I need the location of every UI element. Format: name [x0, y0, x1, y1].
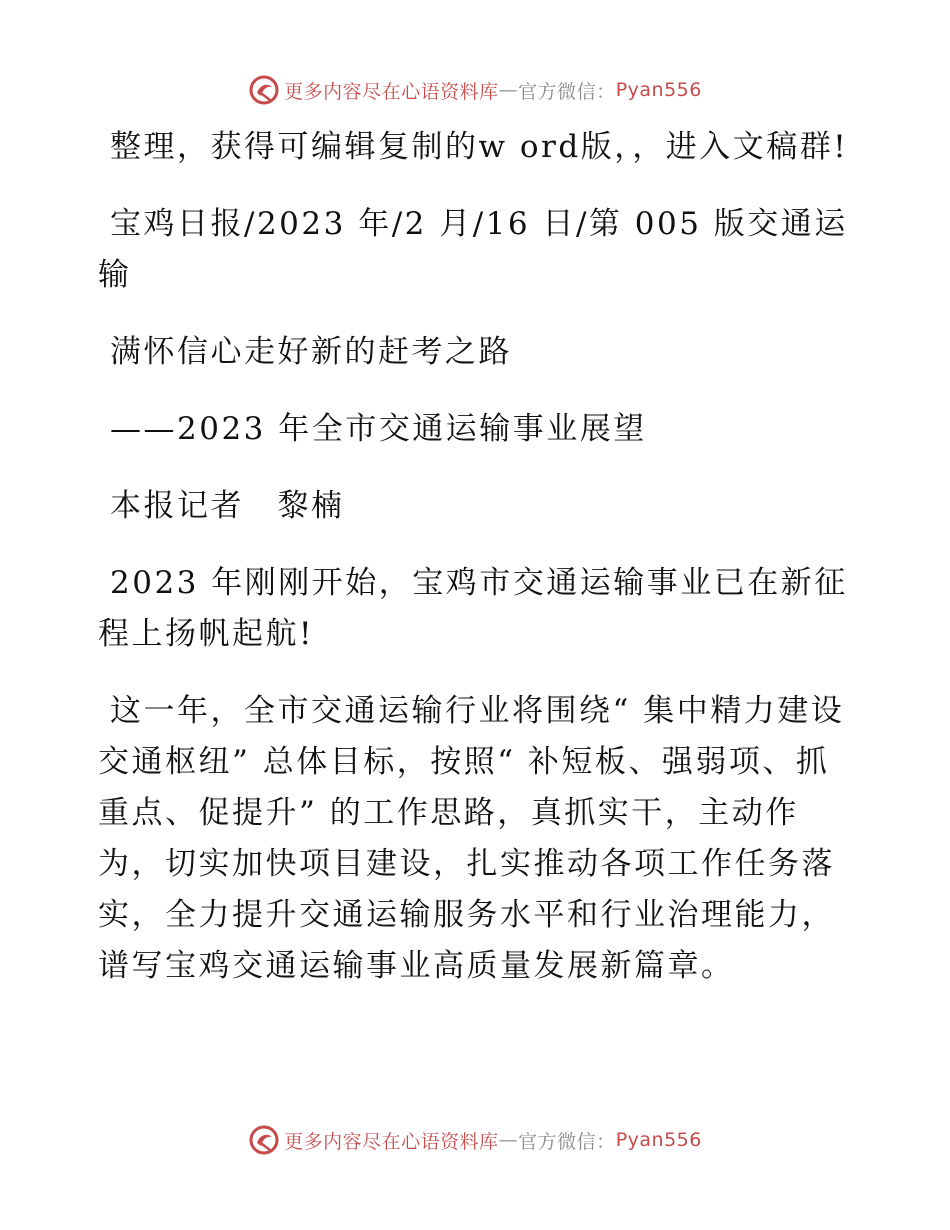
watermark-wechat-id: Pyan556	[615, 1129, 702, 1151]
red-swirl-logo-icon	[248, 74, 280, 106]
paragraph-source: 宝鸡日报/2023 年/2 月/16 日/第 005 版交通运输	[98, 206, 848, 293]
red-swirl-logo-icon	[248, 1124, 280, 1156]
header-watermark	[0, 70, 950, 110]
paragraph-body-1: 2023 年刚刚开始，宝鸡市交通运输事业已在新征程上扬帆起航!	[98, 565, 848, 652]
paragraph-intro: 整理，获得可编辑复制的w ord版，，进入文稿群!	[110, 129, 849, 165]
watermark-separator: —	[498, 1129, 519, 1151]
paragraph-body-2: 这一年，全市交通运输行业将围绕“ 集中精力建设交通枢纽” 总体目标，按照“ 补短板、强弱项、抓重点、促提升” 的工作思路，真抓实干，主动作为，切实加快项目建设，扎实推动各项工作任务落实，全力提升交通运输服务水平和行业治理能力，谱写宝鸡交通运输事业高质量发展新篇章。	[98, 693, 845, 984]
footer-watermark	[0, 1120, 950, 1160]
watermark-brand-text: 更多内容尽在心语资料库	[284, 80, 499, 103]
article-byline: 本报记者 黎楠	[110, 488, 345, 524]
watermark-wechat-id: Pyan556	[615, 79, 702, 101]
watermark-brand-text: 更多内容尽在心语资料库	[284, 1130, 499, 1153]
watermark-official-label: 官方微信：	[518, 80, 616, 103]
article-title: 满怀信心走好新的赶考之路	[110, 334, 512, 370]
article-subtitle: ——2023 年全市交通运输事业展望	[110, 411, 647, 447]
watermark-separator: —	[498, 79, 519, 101]
watermark-official-label: 官方微信：	[518, 1130, 616, 1153]
document-body	[98, 122, 858, 1018]
